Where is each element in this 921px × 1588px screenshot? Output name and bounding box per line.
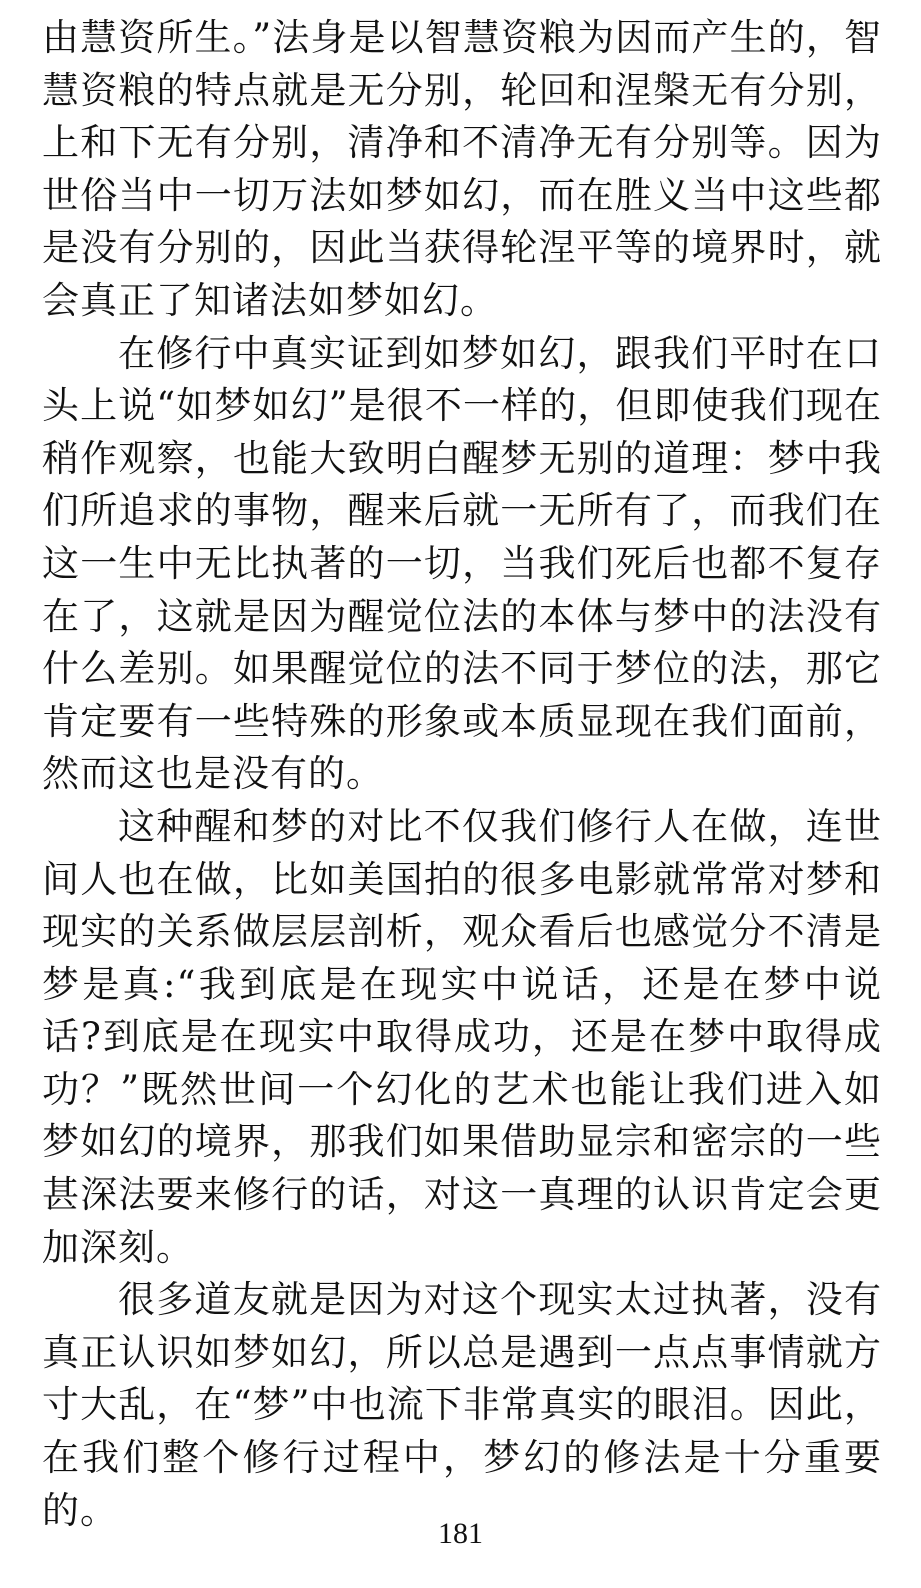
- paragraph-1: 由慧资所生。”法身是以智慧资粮为因而产生的，智慧资粮的特点就是无分别，轮回和涅槃无有分别，上和下无有分别，清净和不清净无有分别等。因为世俗当中一切万法如梦如幻，而在胜义当中这些都是没有分别的，因此当获得轮涅平等的境界时，就会真正了知诸法如梦如幻。: [42, 16, 882, 322]
- paragraph-2: 在修行中真实证到如梦如幻，跟我们平时在口头上说“如梦如幻”是很不一样的，但即使我们现在稍作观察，也能大致明白醒梦无别的道理：梦中我们所追求的事物，醒来后就一无所有了，而我们在这一生中无比执著的一切，当我们死后也都不复存在了，这就是因为醒觉位法的本体与梦中的法没有什么差别。如果醒觉位的法不同于梦位的法，那它肯定要有一些特殊的形象或本质显现在我们面前，然而这也是没有的。: [42, 331, 882, 796]
- paragraph-4: 很多道友就是因为对这个现实太过执著，没有真正认识如梦如幻，所以总是遇到一点点事情就方寸大乱，在“梦”中也流下非常真实的眼泪。因此，在我们整个修行过程中，梦幻的修法是十分重要的。: [42, 1278, 882, 1532]
- page-body: [42, 12, 882, 1537]
- page-number: 181: [438, 1517, 483, 1550]
- paragraph-3: 这种醒和梦的对比不仅我们修行人在做，连世间人也在做，比如美国拍的很多电影就常常对梦和现实的关系做层层剖析，观众看后也感觉分不清是梦是真:“我到底是在现实中说话，还是在梦中说话?到底是在现实中取得成功，还是在梦中取得成功？”既然世间一个幻化的艺术也能让我们进入如梦如幻的境界，那我们如果借助显宗和密宗的一些甚深法要来修行的话，对这一真理的认识肯定会更加深刻。: [42, 804, 882, 1269]
